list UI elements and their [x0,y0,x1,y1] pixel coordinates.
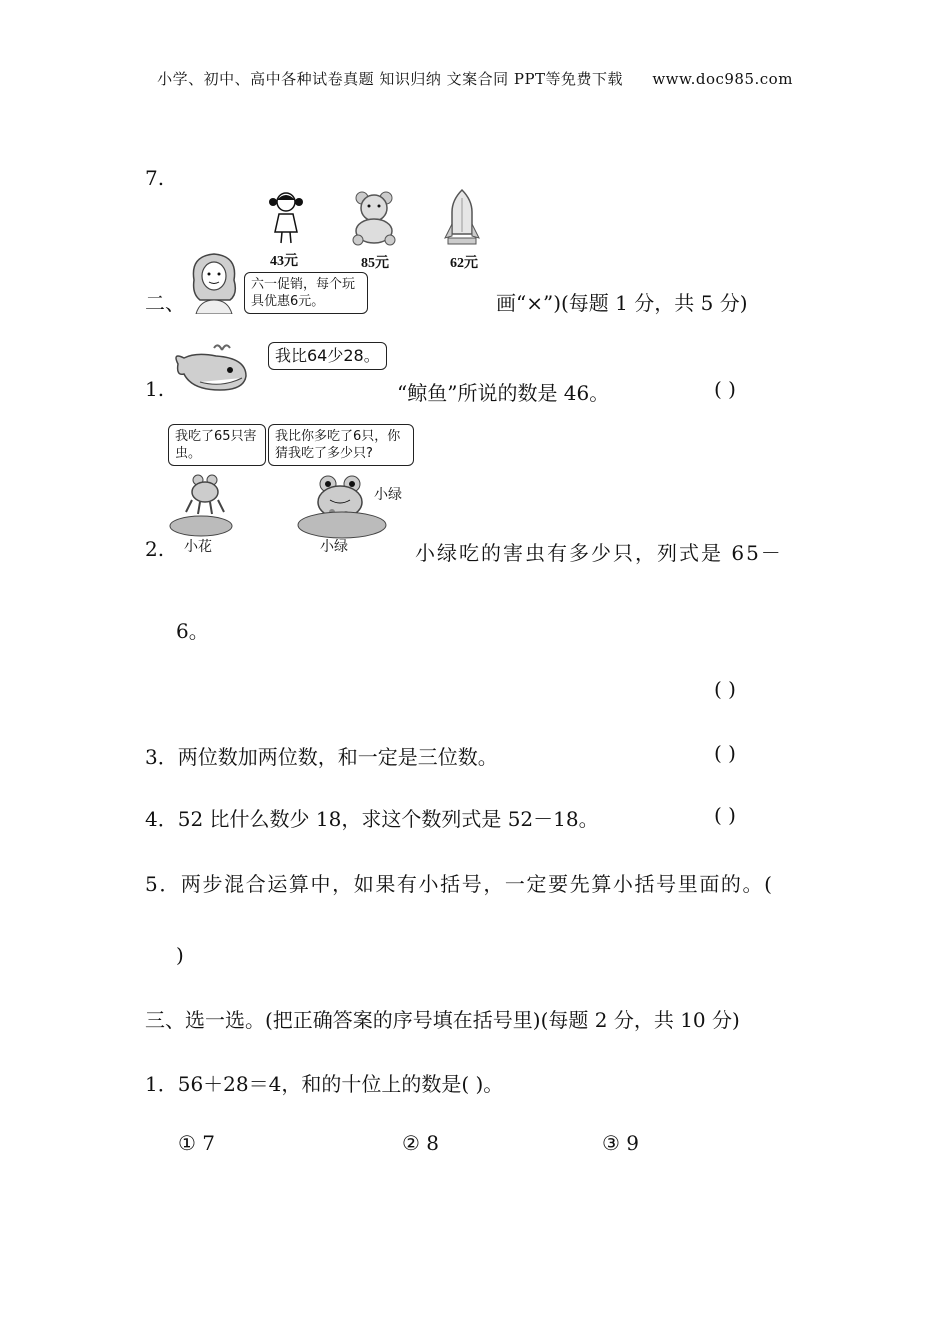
xiaolv-speech-bubble: 我比你多吃了6只，你猜我吃了多少只? [268,424,414,466]
s2-q2-text-line2: 6。 [176,619,209,643]
rocket-icon [442,188,482,248]
xiaohua-label: 小花 [184,539,212,555]
s2-q5-text: 5．两步混合运算中，如果有小括号，一定要先算小括号里面的。( [145,872,774,896]
woman-icon [186,250,246,314]
s2-q2-number: 2. [145,537,165,561]
whale-icon [172,342,252,394]
q7-illustration [184,188,504,314]
s2-q2-text-line1: 小绿吃的害虫有多少只，列式是 65－ [415,541,783,565]
xiaohua-speech-bubble: 我吃了65只害虫。 [168,424,266,466]
frogs-illustration [168,424,418,555]
section2-title-end: 画“×”)(每题 1 分，共 5 分) [496,291,748,315]
bear-price: 85元 [361,256,389,271]
s2-q5-close-paren[interactable]: ) [176,943,184,967]
whale-illustration [172,336,392,396]
s3-q1-option-1[interactable]: ① 7 [178,1131,216,1155]
q7-number: 7. [145,166,165,190]
header-url: www.doc985.com [652,70,793,88]
s2-q4-answer-paren[interactable]: ( ) [714,803,736,827]
xiaolv-label: 小绿 [320,539,348,555]
s3-q1-option-2[interactable]: ② 8 [402,1131,440,1155]
promo-speech-bubble: 六一促销，每个玩具优惠6元。 [244,272,368,314]
rocket-price: 62元 [450,256,478,271]
s2-q1-text: “鲸鱼”所说的数是 46。 [397,381,610,405]
s2-q1-number: 1. [145,377,165,401]
lily-pad-left-icon [168,514,234,538]
s3-q1-text: 1．56＋28＝4，和的十位上的数是( )。 [145,1072,504,1096]
header-text: 小学、初中、高中各种试卷真题 知识归纳 文案合同 PPT等免费下载 [157,70,624,88]
frog-small-icon [182,472,228,516]
section2-title-start: 二、 [145,291,185,315]
s2-q2-answer-paren[interactable]: ( ) [714,677,736,701]
s2-q3-answer-paren[interactable]: ( ) [714,741,736,765]
teddy-bear-icon [348,190,400,246]
section3-title: 三、选一选。(把正确答案的序号填在括号里)(每题 2 分，共 10 分) [145,1008,740,1032]
page-header [0,68,950,89]
girl-doll-icon [264,188,308,246]
girl-price: 43元 [270,254,298,269]
whale-speech-bubble: 我比64少28。 [268,342,387,370]
s3-q1-option-3[interactable]: ③ 9 [602,1131,640,1155]
s2-q4-text: 4．52 比什么数少 18，求这个数列式是 52－18。 [145,807,599,831]
s2-q3-text: 3．两位数加两位数，和一定是三位数。 [145,745,498,769]
xiaolv-side-label: 小绿 [374,487,402,503]
s2-q1-answer-paren[interactable]: ( ) [714,377,736,401]
